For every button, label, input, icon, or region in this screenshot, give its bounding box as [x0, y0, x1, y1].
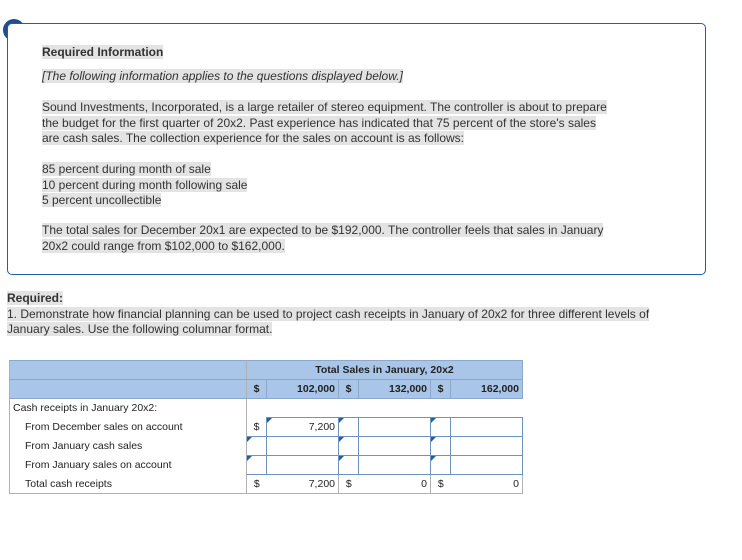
input-jan-account-level-1-dollar[interactable]: [247, 456, 267, 475]
required-text: [7, 307, 727, 337]
input-december-level-3[interactable]: [451, 418, 523, 437]
row-label-january-cash: From January cash sales: [10, 437, 247, 456]
paragraph-line: are cash sales. The collection experience for the sales on account is as follows:: [42, 131, 465, 145]
input-jan-cash-level-3[interactable]: [451, 437, 523, 456]
total-level-2: 0: [359, 475, 431, 494]
sales-level-1: 102,000: [267, 380, 339, 399]
dollar-sign: $: [247, 475, 267, 494]
input-jan-cash-level-2[interactable]: [359, 437, 431, 456]
row-label-january-account: From January sales on account: [10, 456, 247, 475]
total-level-1: 7,200: [267, 475, 339, 494]
input-december-level-2-dollar[interactable]: [339, 418, 359, 437]
input-jan-account-level-2-dollar[interactable]: [339, 456, 359, 475]
input-jan-cash-level-3-dollar[interactable]: [431, 437, 451, 456]
info-note: [The following information applies to the questions displayed below.]: [42, 69, 403, 83]
sales-level-3: 162,000: [451, 380, 523, 399]
input-jan-cash-level-2-dollar[interactable]: [339, 437, 359, 456]
row-label-december: From December sales on account: [10, 418, 247, 437]
paragraph-line: The total sales for December 20x1 are expected to be $192,000. The controller feels that sales in January: [42, 223, 604, 237]
paragraph-line: the budget for the first quarter of 20x2. Past experience has indicated that 75 percent of the store's sales: [42, 115, 596, 130]
sales-level-2: 132,000: [359, 380, 431, 399]
paragraph-line: Sound Investments, Incorporated, is a large retailer of stereo equipment. The controller is about to prepare: [42, 100, 607, 114]
sales-paragraph: [42, 223, 603, 254]
input-jan-cash-level-1[interactable]: [267, 437, 339, 456]
dollar-sign: $: [431, 380, 451, 399]
required-line: 1. Demonstrate how financial planning can be used to project cash receipts in January of 20x2 for three different levels of: [7, 307, 650, 321]
required-title: Required:: [7, 291, 64, 305]
header-blank: [10, 361, 247, 380]
collection-item: 85 percent during month of sale: [42, 162, 211, 176]
required-information-box: [7, 23, 706, 275]
input-jan-account-level-3-dollar[interactable]: [431, 456, 451, 475]
input-december-level-1[interactable]: 7,200: [267, 418, 339, 437]
row-label-total: Total cash receipts: [10, 475, 247, 494]
dollar-sign: $: [339, 380, 359, 399]
dollar-sign: $: [339, 475, 359, 494]
section-label: Cash receipts in January 20x2:: [10, 399, 247, 418]
dollar-sign: $: [253, 420, 260, 433]
collection-item: 5 percent uncollectible: [42, 193, 162, 207]
collection-list: [42, 162, 247, 209]
total-level-3: 0: [451, 475, 523, 494]
dollar-sign: $: [247, 380, 267, 399]
input-jan-cash-level-1-dollar[interactable]: [247, 437, 267, 456]
header-title: Total Sales in January, 20x2: [247, 361, 523, 380]
input-jan-account-level-2[interactable]: [359, 456, 431, 475]
required-line: January sales. Use the following columnar format.: [7, 322, 273, 336]
scenario-paragraph: [42, 100, 607, 147]
collection-item: 10 percent during month following sale: [42, 177, 248, 192]
cash-receipts-table: [9, 360, 523, 494]
header-blank: [10, 380, 247, 399]
input-jan-account-level-1[interactable]: [267, 456, 339, 475]
dollar-sign: $: [431, 475, 451, 494]
paragraph-line: 20x2 could range from $102,000 to $162,000.: [42, 238, 285, 253]
input-december-level-3-dollar[interactable]: [431, 418, 451, 437]
info-title: Required Information: [42, 45, 164, 59]
input-december-level-2[interactable]: [359, 418, 431, 437]
input-jan-account-level-3[interactable]: [451, 456, 523, 475]
